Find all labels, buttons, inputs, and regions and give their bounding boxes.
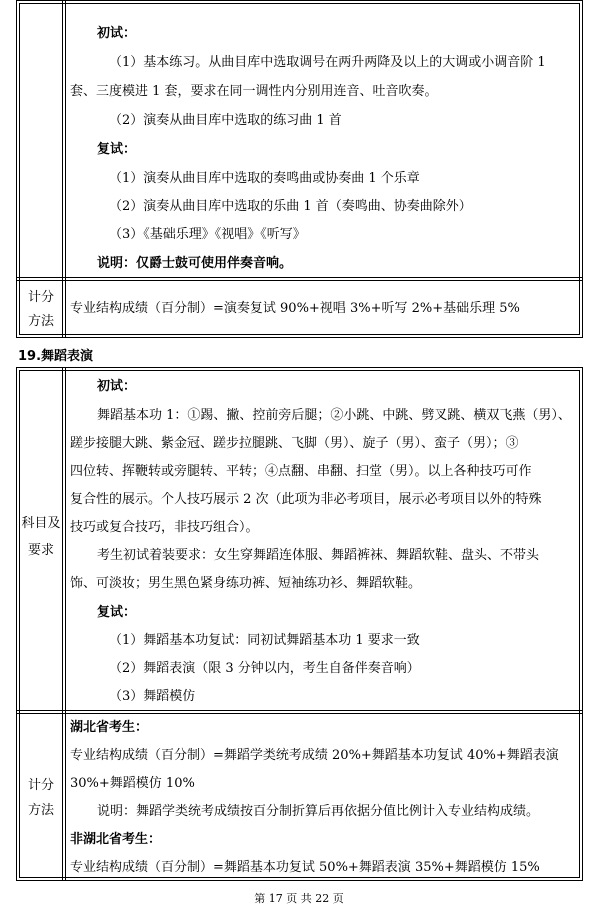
req-line: （2）舞蹈表演（限 3 分钟以内，考生自备伴奏音响） bbox=[109, 661, 420, 676]
score-label: 计分 bbox=[27, 778, 54, 793]
req-label: 科目及 bbox=[21, 516, 61, 531]
req-line: 技巧或复合技巧，非技巧组合）。 bbox=[70, 520, 259, 535]
req-line: 考生初试着装要求：女生穿舞蹈连体服、舞蹈裤袜、舞蹈软鞋、盘头、不带头 bbox=[97, 548, 540, 563]
non-hubei-heading: 非湖北省考生： bbox=[70, 832, 162, 847]
score-label: 方法 bbox=[27, 803, 54, 818]
score-formula: 专业结构成绩（百分制）=舞蹈学类统考成绩 20%+舞蹈基本功复试 40%+舞蹈表演 bbox=[70, 748, 559, 763]
req-line: （2）演奏从曲目库中选取的乐曲 1 首（奏鸣曲、协奏曲除外） bbox=[109, 199, 472, 214]
req-line: （3）舞蹈模仿 bbox=[109, 689, 196, 704]
req-line: 蹉步接腿大跳、紫金冠、蹉步拉腿跳、飞脚（男）、旋子（男）、蛮子（男）；③ bbox=[70, 436, 519, 451]
score-label: 方法 bbox=[27, 314, 54, 329]
score-label: 计分 bbox=[27, 290, 54, 305]
score-note: 说明：舞蹈学类统考成绩按百分制折算后再依据分值比例计入专业结构成绩。 bbox=[97, 804, 540, 819]
req-line: 套、三度模进 1 套，要求在同一调性内分别用连音、吐音吹奏。 bbox=[70, 84, 438, 99]
req-line: 复合性的展示。个人技巧展示 2 次（此项为非必考项目，展示必考项目以外的特殊 bbox=[70, 492, 542, 507]
preliminary-heading: 初试： bbox=[97, 26, 137, 41]
req-line: （1）舞蹈基本功复试：同初试舞蹈基本功 1 要求一致 bbox=[109, 633, 420, 648]
req-line: 四位转、挥鞭转或旁腿转、平转；④点翻、串翻、扫堂（男）。以上各种技巧可作 bbox=[70, 464, 532, 479]
table-dance-requirements bbox=[16, 367, 583, 881]
preliminary-heading: 初试： bbox=[97, 379, 137, 394]
table-instrument-requirements bbox=[16, 0, 583, 338]
req-line: （1）演奏从曲目库中选取的奏鸣曲或协奏曲 1 个乐章 bbox=[109, 171, 420, 186]
req-line: （3）《基础乐理》《视唱》《听写》 bbox=[109, 227, 306, 242]
hubei-heading: 湖北省考生： bbox=[70, 720, 149, 735]
section-title: 19.舞蹈表演 bbox=[18, 349, 94, 364]
req-line: 饰、可淡妆；男生黑色紧身练功裤、短袖练功衫、舞蹈软鞋。 bbox=[70, 576, 422, 591]
page-footer: 第 17 页 共 22 页 bbox=[254, 892, 344, 905]
score-formula: 30%+舞蹈模仿 10% bbox=[70, 776, 195, 791]
score-formula: 专业结构成绩（百分制）=演奏复试 90%+视唱 3%+听写 2%+基础乐理 5% bbox=[70, 301, 520, 316]
retest-heading: 复试： bbox=[97, 142, 137, 157]
req-line: （1）基本练习。从曲目库中选取调号在两升两降及以上的大调或小调音阶 1 bbox=[109, 55, 546, 70]
req-line: （2）演奏从曲目库中选取的练习曲 1 首 bbox=[109, 113, 342, 128]
retest-heading: 复试： bbox=[97, 605, 137, 620]
note-line: 说明：仅爵士鼓可使用伴奏音响。 bbox=[97, 256, 293, 271]
req-label: 要求 bbox=[27, 543, 54, 558]
score-formula: 专业结构成绩（百分制）=舞蹈基本功复试 50%+舞蹈表演 35%+舞蹈模仿 15% bbox=[70, 860, 540, 875]
req-line: 舞蹈基本功 1：①踢、撇、控前旁后腿；②小跳、中跳、劈叉跳、横双飞燕（男）、 bbox=[97, 408, 571, 423]
